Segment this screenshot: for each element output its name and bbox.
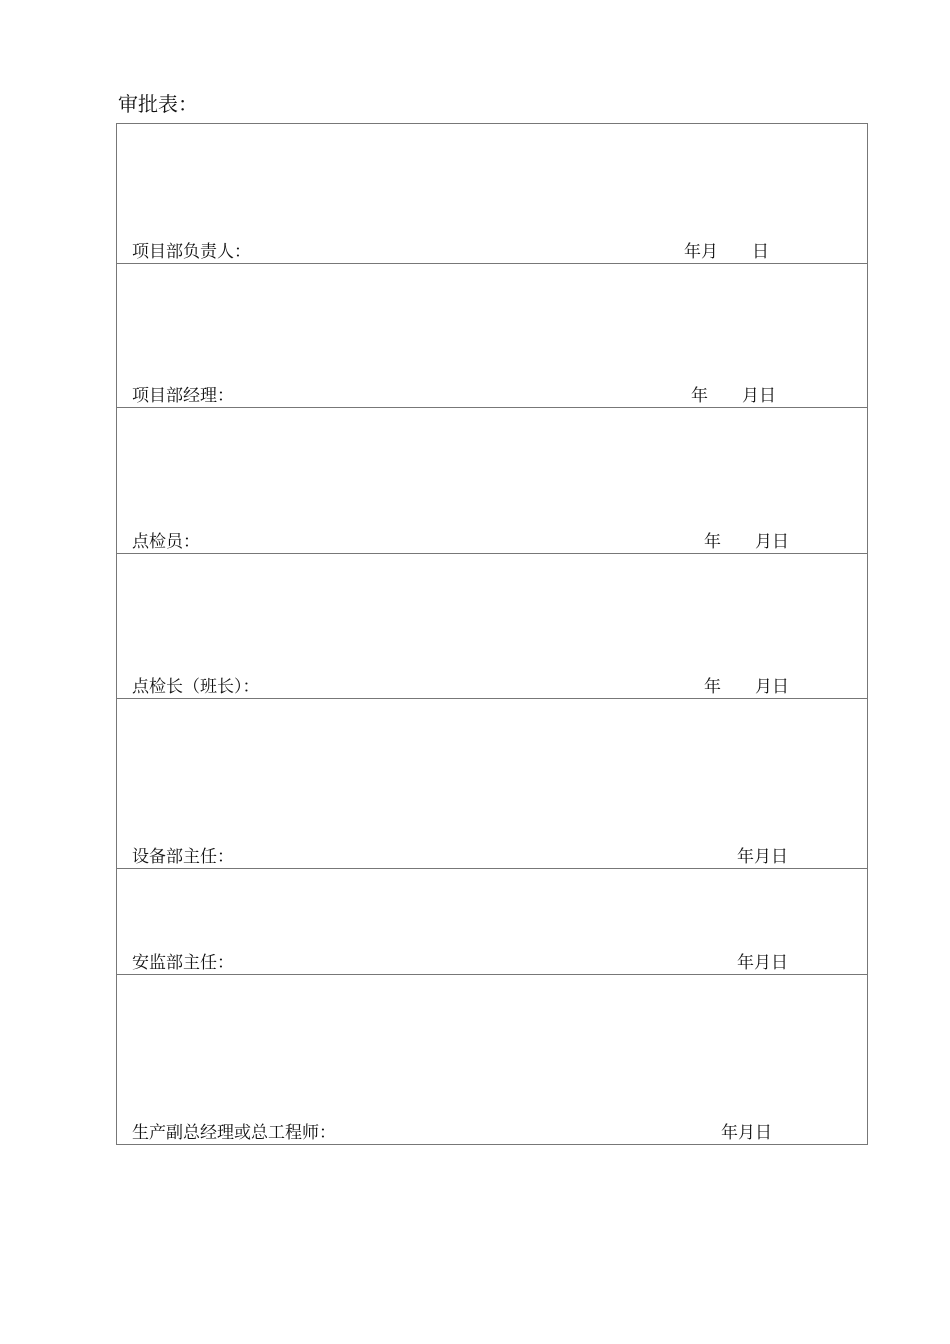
date-field: 年 月日 — [704, 677, 789, 697]
approval-row-safety-director — [117, 869, 867, 975]
date-field: 年月日 — [737, 847, 788, 867]
approval-row-inspection-chief — [117, 554, 867, 699]
signer-label: 设备部主任： — [132, 847, 234, 867]
approval-row-inspector — [117, 408, 867, 554]
date-field: 年 月日 — [704, 532, 789, 552]
date-field: 年月日 — [721, 1123, 772, 1143]
signer-label: 项目部经理： — [132, 386, 234, 406]
approval-row-project-head — [117, 124, 867, 264]
approval-table — [116, 123, 868, 1145]
approval-row-deputy-gm — [117, 975, 867, 1144]
signer-label: 生产副总经理或总工程师： — [132, 1123, 336, 1143]
signer-label: 项目部负责人： — [132, 242, 251, 262]
signer-label: 点检长（班长）： — [132, 677, 260, 697]
approval-row-equipment-director — [117, 699, 867, 869]
approval-row-project-manager — [117, 264, 867, 408]
signer-label: 点检员： — [132, 532, 200, 552]
date-field: 年 月日 — [691, 386, 776, 406]
date-field: 年月 日 — [684, 242, 769, 262]
signer-label: 安监部主任： — [132, 953, 234, 973]
page-title: 审批表： — [118, 92, 198, 116]
date-field: 年月日 — [737, 953, 788, 973]
